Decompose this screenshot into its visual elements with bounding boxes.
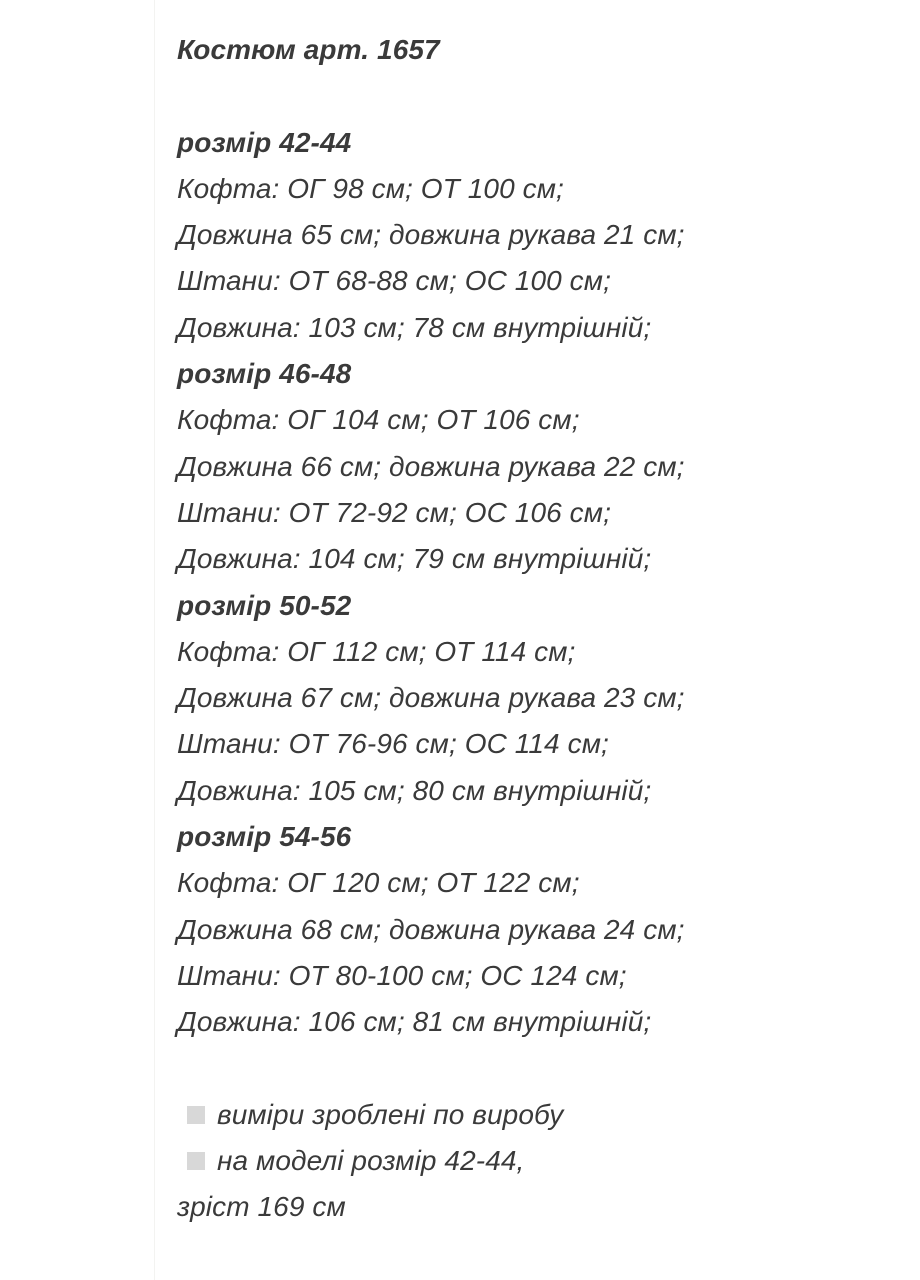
pants-length: Довжина: 104 см; 79 см внутрішній; — [177, 543, 652, 575]
size-section-42-44 — [177, 120, 685, 351]
note-continuation: зріст 169 см — [177, 1191, 346, 1223]
vertical-divider — [154, 0, 155, 1280]
pants-measurements: Штани: ОТ 80-100 см; ОС 124 см; — [177, 959, 627, 991]
notes-list — [177, 1092, 685, 1231]
note-item — [177, 1092, 685, 1138]
note-text: на моделі розмір 42-44, — [217, 1145, 525, 1177]
pants-length: Довжина: 103 см; 78 см внутрішній; — [177, 311, 652, 343]
pants-measurements: Штани: ОТ 76-96 см; ОС 114 см; — [177, 728, 609, 760]
pants-measurements: Штани: ОТ 72-92 см; ОС 106 см; — [177, 496, 611, 528]
jacket-length: Довжина 66 см; довжина рукава 22 см; — [177, 450, 685, 482]
pants-length: Довжина: 106 см; 81 см внутрішній; — [177, 1006, 652, 1038]
square-bullet-icon — [187, 1106, 205, 1124]
jacket-measurements: Кофта: ОГ 98 см; ОТ 100 см; — [177, 172, 564, 204]
note-text: виміри зроблені по виробу — [217, 1098, 564, 1130]
pants-length: Довжина: 105 см; 80 см внутрішній; — [177, 774, 652, 806]
size-heading: розмір 54-56 — [177, 821, 352, 853]
square-bullet-icon — [187, 1152, 205, 1170]
blank-line — [177, 73, 685, 119]
jacket-length: Довжина 67 см; довжина рукава 23 см; — [177, 682, 685, 714]
size-section-54-56 — [177, 814, 685, 1045]
jacket-length: Довжина 68 см; довжина рукава 24 см; — [177, 913, 685, 945]
size-section-50-52 — [177, 583, 685, 814]
jacket-measurements: Кофта: ОГ 104 см; ОТ 106 см; — [177, 404, 580, 436]
size-heading: розмір 50-52 — [177, 589, 352, 621]
jacket-measurements: Кофта: ОГ 120 см; ОТ 122 см; — [177, 867, 580, 899]
note-item — [177, 1138, 685, 1184]
size-heading: розмір 46-48 — [177, 358, 352, 390]
size-chart-document — [177, 27, 685, 1231]
size-section-46-48 — [177, 351, 685, 582]
product-title: Костюм арт. 1657 — [177, 34, 440, 65]
jacket-length: Довжина 65 см; довжина рукава 21 см; — [177, 219, 685, 251]
pants-measurements: Штани: ОТ 68-88 см; ОС 100 см; — [177, 265, 611, 297]
jacket-measurements: Кофта: ОГ 112 см; ОТ 114 см; — [177, 635, 576, 667]
left-blank-pane — [0, 0, 154, 1280]
size-heading: розмір 42-44 — [177, 126, 352, 158]
